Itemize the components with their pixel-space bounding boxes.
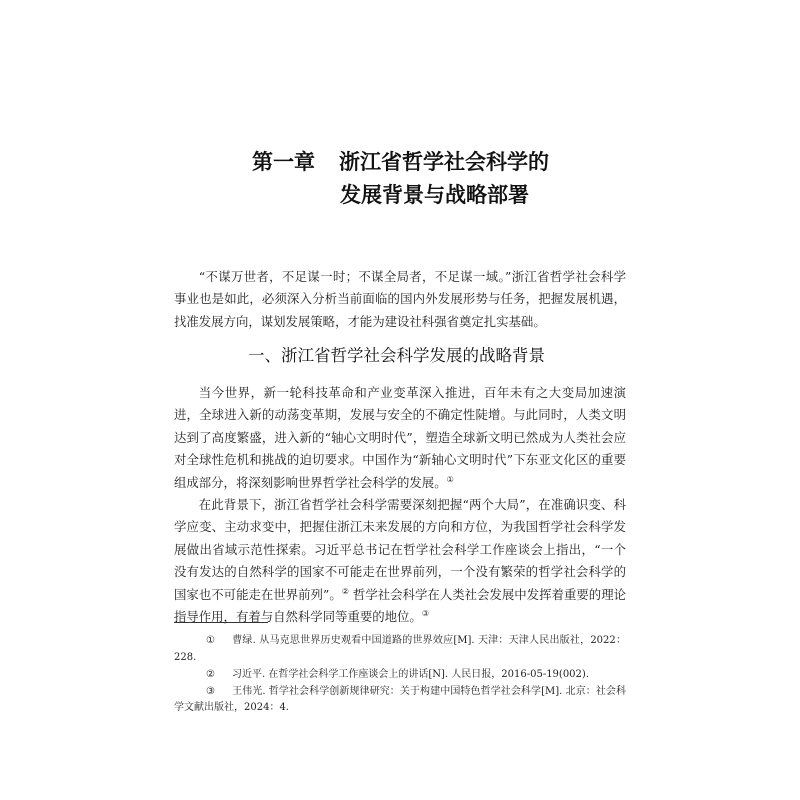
footnote-text: 习近平. 在哲学社会科学工作座谈会上的讲话[N]. 人民日报，2016-05-19(002).: [232, 668, 589, 680]
chapter-title-text-1: 浙江省哲学社会科学的: [339, 150, 549, 174]
footnote-ref-2[interactable]: ②: [341, 586, 349, 596]
footnotes: [174, 633, 626, 717]
chapter-title: [252, 146, 549, 212]
footnote-text: 王伟光. 哲学社会科学创新规律研究：关于构建中国特色哲学社会科学[M]. 北京：社会科学文献出版社，2024：4.: [174, 685, 626, 714]
chapter-title-line-2: 发展背景与战略部署: [340, 183, 529, 207]
section-heading: 一、浙江省哲学社会科学发展的战略背景: [248, 346, 545, 365]
intro-block: [174, 266, 626, 333]
body-paragraph-1: [174, 382, 626, 494]
body-paragraph-2-text-a: 在此背景下，浙江省哲学社会科学需要深刻把握“两个大局”，在准确识变、科学应变、主动求变中，把握住浙江未来发展的方向和方位，为我国哲学社会科学发展做出省域示范性探索。习近平总书记在哲学社会科学工作座谈会上指出，“一个没有发达的自然科学的国家不可能走在世界前列，一个没有繁荣的哲学社会科学的国家也不可能走在世界前列”。: [174, 497, 626, 602]
body-paragraph-2: [174, 494, 626, 628]
footnote-2: [174, 667, 626, 684]
footnote-mark: ②: [206, 668, 215, 680]
body-paragraph-1-text: 当今世界，新一轮科技革命和产业变革深入推进，百年未有之大变局加速演进，全球进入新的动荡变革期，发展与安全的不确定性陡增。与此同时，人类文明达到了高度繁盛，进入新的“轴心文明时代”，塑造全球新文明已然成为人类社会应对全球性危机和挑战的迫切要求。中国作为“新轴心文明时代”下东亚文化区的重要组成部分，将深刻影响世界哲学社会科学的发展。: [174, 385, 626, 490]
section-body: [174, 382, 626, 628]
footnote-text: 曹绿. 从马克思世界历史观看中国道路的世界效应[M]. 天津：天津人民出版社，2022：228.: [174, 635, 626, 663]
footnote-3: [174, 684, 626, 717]
footnote-mark: ③: [206, 685, 215, 697]
footnote-ref-1[interactable]: ①: [446, 474, 454, 484]
chapter-title-line-1: [252, 146, 549, 179]
footnote-ref-3[interactable]: ③: [421, 608, 429, 618]
intro-paragraph: “不谋万世者，不足谋一时；不谋全局者，不足谋一域。”浙江省哲学社会科学事业也是如此，必须深入分析当前面临的国内外发展形势与任务，把握发展机遇，找准发展方向，谋划发展策略，才能为建设社科强省奠定扎实基础。: [174, 269, 626, 329]
chapter-label: 第一章: [252, 150, 315, 174]
footnote-1: [174, 633, 626, 666]
footnote-mark: ①: [206, 635, 215, 646]
footnote-divider: [174, 622, 268, 623]
body-paragraph-2-text-b: 哲学社会科学在人类社会发展中发挥着重要的理论指导作用，有着与自然科学同等重要的地位。: [174, 586, 627, 625]
